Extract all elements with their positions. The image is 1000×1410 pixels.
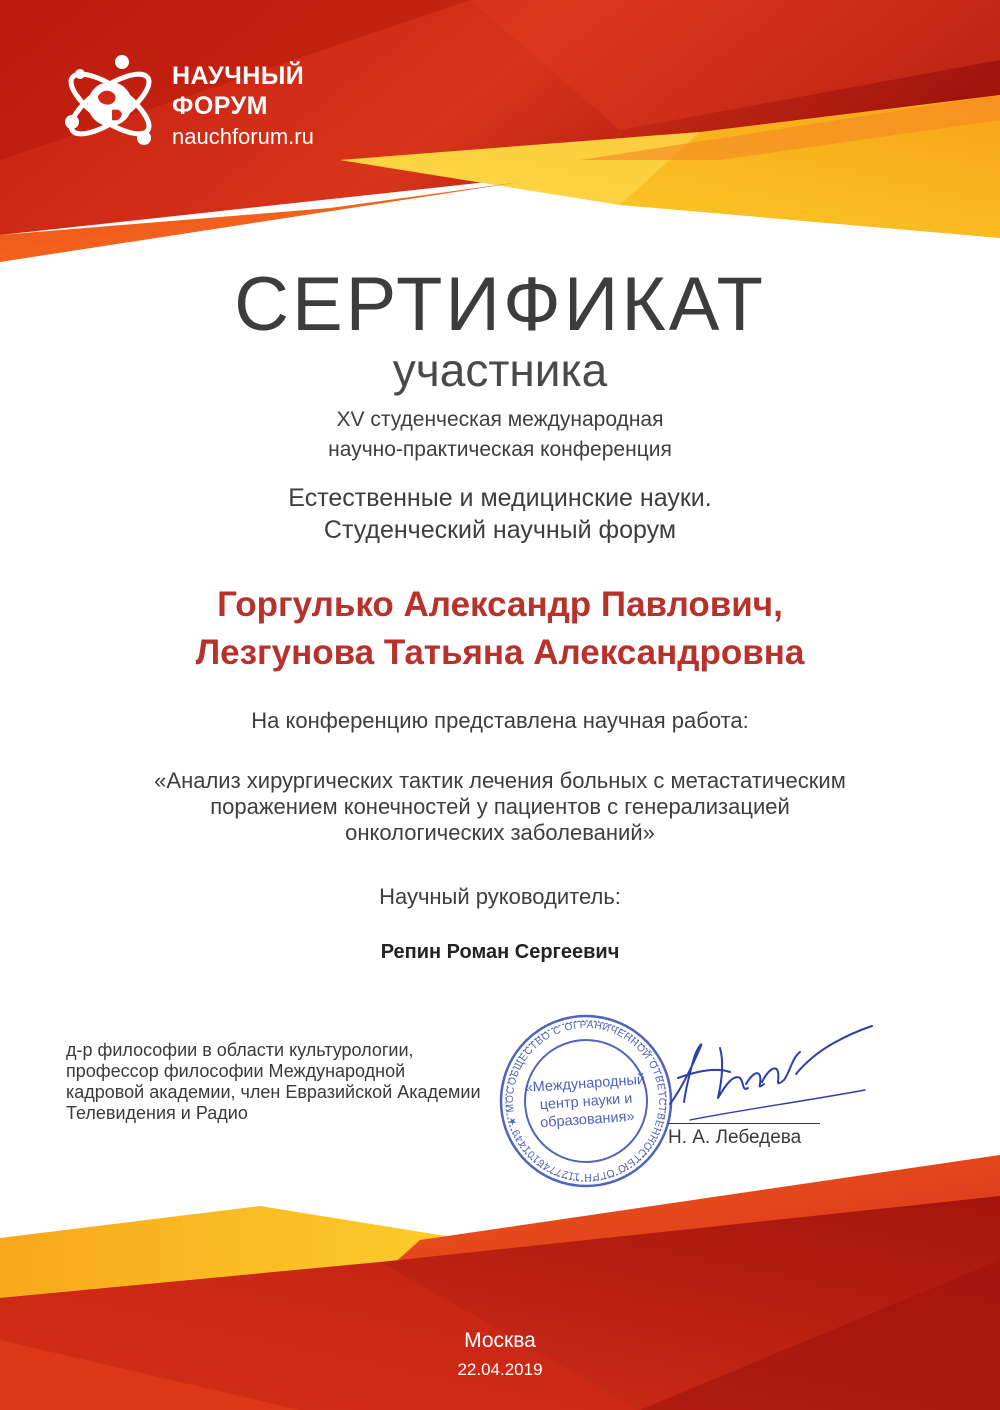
work-intro: На конференцию представлена научная работа: [251, 708, 749, 733]
stamp-inner-line: образования» [539, 1108, 636, 1132]
certificate-subtitle: участника [392, 344, 608, 396]
signatory-credentials-line: Телевидения и Радио [66, 1103, 248, 1123]
work-title-line-3: онкологических заболеваний» [345, 820, 655, 845]
organization-stamp [498, 1012, 674, 1190]
work-title-line-1: «Анализ хирургических тактик лечения больных с метастатическим [154, 768, 846, 793]
conference-line-1: XV студенческая международная [336, 408, 664, 431]
stamp-inner-line: «Международный [524, 1071, 646, 1097]
handwritten-signature [660, 1018, 875, 1128]
supervisor-label: Научный руководитель: [379, 884, 621, 909]
signatory-credentials-line: д-р философии в области культурологии, [66, 1040, 414, 1060]
svg-text:ОБЩЕСТВО С ОГРАНИЧЕННОЙ ОТВЕТС: ОБЩЕСТВО С ОГРАНИЧЕННОЙ ОТВЕТСТВЕННОСТЬЮ ОГРН 1127746101449 ★ МОСКВА [504, 1019, 668, 1183]
logo-name-line1: НАУЧНЫЙ [172, 62, 305, 90]
footer-date: 22.04.2019 [457, 1360, 543, 1379]
certificate-title: СЕРТИФИКАТ [234, 262, 766, 347]
signatory-credentials-line: профессор философии Международной [66, 1061, 406, 1081]
logo-name-line2: ФОРУМ [172, 92, 269, 120]
atom-globe-icon [60, 52, 160, 156]
participant-name-1: Горгулько Александр Павлович, [217, 585, 783, 624]
supervisor-name: Репин Роман Сергеевич [380, 941, 620, 963]
work-title-line-2: поражением конечностей у пациентов с генерализацией [210, 794, 790, 819]
section-line-2: Студенческий научный форум [323, 516, 677, 544]
section-line-1: Естественные и медицинские науки. [288, 484, 712, 512]
conference-line-2: научно-практическая конференция [328, 438, 672, 461]
stamp-inner-line: центр науки и [539, 1090, 633, 1114]
logo-site-link[interactable]: nauchforum.ru [172, 124, 314, 149]
participant-name-2: Лезгунова Татьяна Александровна [195, 633, 805, 672]
signatory-credentials-line: кадровой академии, член Евразийской Академии [66, 1082, 481, 1102]
footer-city: Москва [464, 1329, 536, 1352]
forum-logo[interactable] [60, 52, 360, 162]
signatory-name: Н. А. Лебедева [668, 1127, 802, 1148]
